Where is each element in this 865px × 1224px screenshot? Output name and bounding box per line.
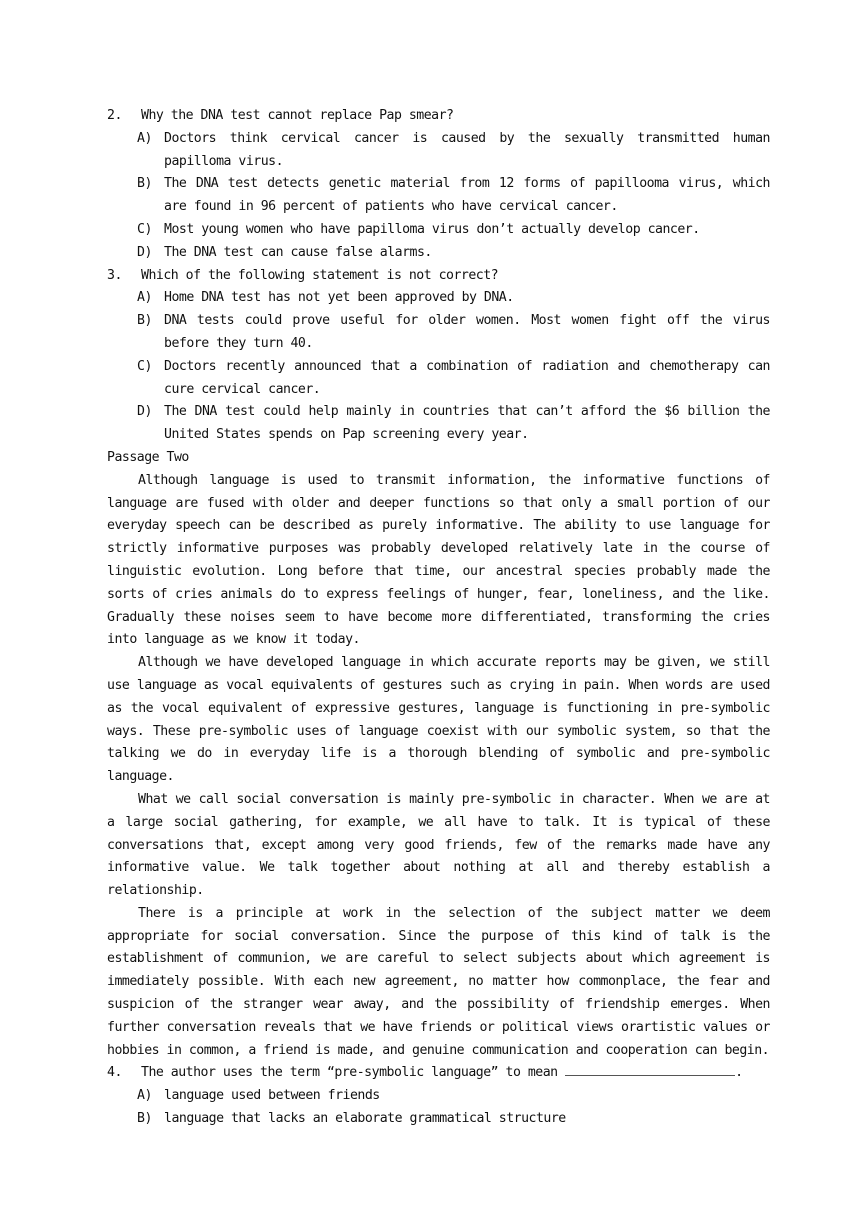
option-text: Home DNA test has not yet been approved by DNA. [164, 290, 514, 306]
option-d [137, 401, 770, 447]
option-letter: A) [137, 130, 152, 146]
question-2 [107, 105, 770, 265]
answer-blank [565, 1062, 735, 1076]
option-letter: D) [137, 404, 152, 420]
question-stem [107, 1062, 770, 1085]
question-stem [107, 265, 770, 288]
option-text: language used between friends [164, 1088, 380, 1104]
passage-paragraph-3: What we call social conversation is mainly pre-symbolic in character. When we are at a large social gathering, for example, we all have to talk. It is typical of these conversations that, except among very good friends, few of the remarks made have any informative value. We talk together about nothing at all and thereby establish a relationship. [107, 791, 770, 899]
question-4 [107, 1062, 770, 1130]
option-c [137, 356, 770, 402]
option-a [137, 128, 770, 174]
option-letter: A) [137, 1088, 152, 1104]
question-text: Which of the following statement is not correct? [141, 267, 499, 283]
passage-paragraph-1: Although language is used to transmit information, the informative functions of language are fused with older and deeper functions so that only a small portion of our everyday speech can be described as purely informative. The ability to use language for strictly informative purposes was probably developed relatively late in the course of linguistic evolution. Long before that time, our ancestral species probably made the sorts of cries animals do to express feelings of hunger, fear, loneliness, and the like. Gradually these noises seem to have become more differentiated, transforming the cries into language as we know it today. [107, 472, 770, 648]
option-b [137, 1108, 770, 1131]
option-text: Doctors think cervical cancer is caused by the sexually transmitted human papilloma virus. [164, 130, 770, 169]
option-d [137, 242, 770, 265]
question-end-punct: . [735, 1065, 743, 1081]
option-text: Most young women who have papilloma virus don’t actually develop cancer. [164, 221, 700, 237]
option-letter: D) [137, 244, 152, 260]
option-letter: B) [137, 176, 152, 192]
option-text: The DNA test can cause false alarms. [164, 244, 432, 260]
option-letter: B) [137, 313, 152, 329]
option-text: The DNA test detects genetic material from 12 forms of papillooma virus, which are found in 96 percent of patients who have cervical cancer. [164, 176, 770, 215]
question-text: The author uses the term “pre-symbolic language” to mean [141, 1065, 558, 1081]
question-number: 4. [107, 1065, 122, 1081]
question-number: 3. [107, 267, 122, 283]
option-letter: C) [137, 221, 152, 237]
passage-paragraph-4: There is a principle at work in the selection of the subject matter we deem appropriate for social conversation. Since the purpose of this kind of talk is the establishment of communion, we are careful to select subjects about which agreement is immediately possible. With each new agreement, no matter how commonplace, the fear and suspicion of the stranger wear away, and the possibility of friendship emerges. When further conversation reveals that we have friends or political views orartistic values or hobbies in common, a friend is made, and genuine communication and cooperation can begin. [107, 905, 770, 1058]
document-page [107, 105, 770, 1131]
passage-paragraph-2: Although we have developed language in which accurate reports may be given, we still use language as vocal equivalents of gestures such as crying in pain. When words are used as the vocal equivalent of expressive gestures, language is functioning in pre-symbolic ways. These pre-symbolic uses of language coexist with our symbolic system, so that the talking we do in everyday life is a thorough blending of symbolic and pre-symbolic language. [107, 655, 770, 785]
question-text-wrap [141, 1062, 770, 1085]
question-3 [107, 265, 770, 447]
option-text: Doctors recently announced that a combination of radiation and chemotherapy can cure cervical cancer. [164, 358, 770, 397]
option-letter: C) [137, 358, 152, 374]
option-a [137, 1085, 770, 1108]
option-b [137, 173, 770, 219]
option-text: DNA tests could prove useful for older women. Most women fight off the virus before they turn 40. [164, 313, 770, 351]
option-b [137, 310, 770, 356]
option-c [137, 219, 770, 242]
option-a [137, 287, 770, 310]
question-stem [107, 105, 770, 128]
question-number: 2. [107, 108, 122, 123]
question-text: Why the DNA test cannot replace Pap smear? [141, 108, 454, 123]
option-letter: A) [137, 290, 152, 306]
option-text: language that lacks an elaborate grammatical structure [164, 1111, 566, 1127]
passage-heading: Passage Two [107, 449, 189, 465]
option-text: The DNA test could help mainly in countries that can’t afford the $6 billion the United States spends on Pap screening every year. [164, 404, 770, 443]
option-letter: B) [137, 1111, 152, 1127]
